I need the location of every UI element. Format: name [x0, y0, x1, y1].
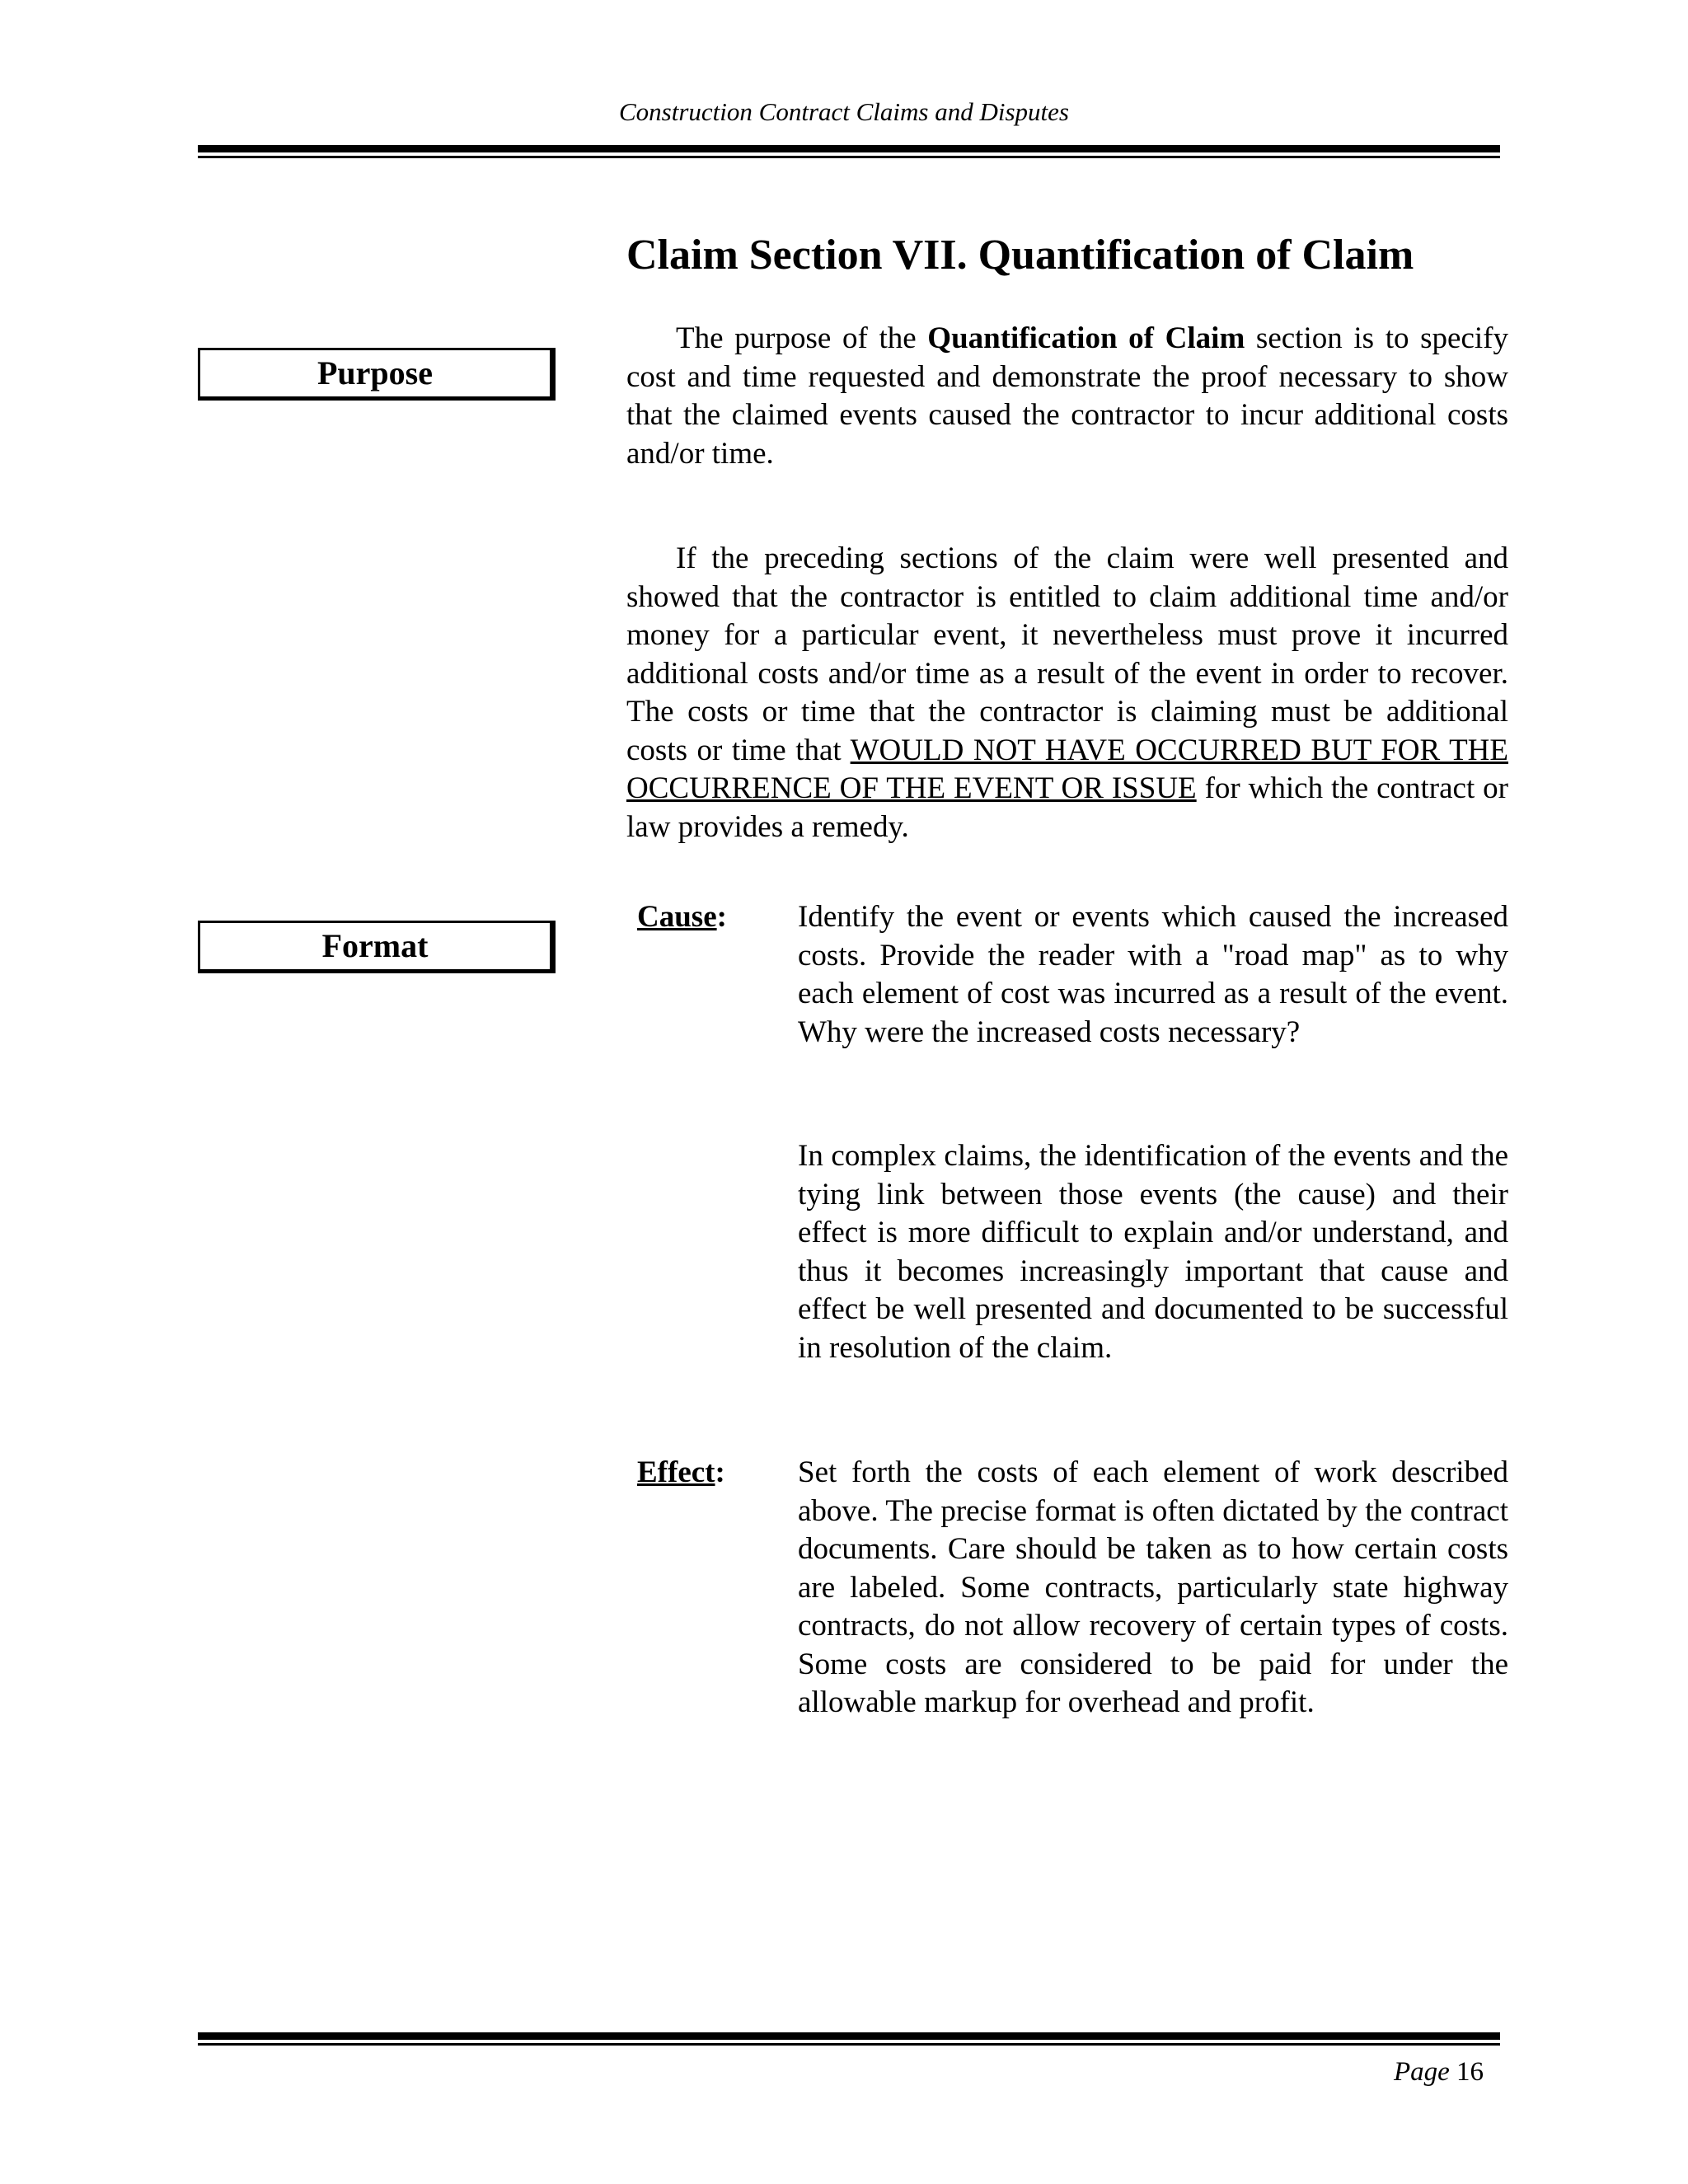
purpose-paragraph — [626, 320, 1508, 473]
section-title: Claim Section VII. Quantification of Claim — [626, 232, 1414, 279]
preceding-text-end: for which the contract or law provides a remedy. — [626, 771, 1508, 844]
footer-rule-thin — [198, 2043, 1500, 2046]
effect-term-label: Effect — [637, 1455, 715, 1489]
purpose-text-start: The purpose of the — [676, 321, 928, 355]
page-number — [1385, 2057, 1484, 2088]
header-rule-thick — [198, 145, 1500, 152]
cause-term — [637, 898, 727, 937]
preceding-text-start: If the preceding sections of the claim were well presented and showed that the contractor is entitled to claim additional time and/or money for a particular event, it nevertheless must prove it incurred additional costs and/or time as a result of the event in order to recover. The costs or time that the contractor is claiming must be additional costs or time that — [626, 541, 1508, 767]
cause-term-label: Cause — [637, 900, 717, 934]
format-side-label: Format — [198, 921, 556, 973]
page-number-value: 16 — [1456, 2057, 1484, 2087]
preceding-paragraph — [626, 540, 1508, 846]
effect-term — [637, 1454, 725, 1493]
purpose-side-label: Purpose — [198, 348, 556, 401]
cause-term-colon: : — [716, 900, 727, 934]
header-rule-thin — [198, 156, 1500, 158]
footer-rule-thick — [198, 2032, 1500, 2040]
cause-definition-1: Identify the event or events which caused the increased costs. Provide the reader with a "road map" as to why each element of cost was incurred as a result of the event. Why were the increased costs necessary? — [798, 900, 1508, 1049]
running-header: Construction Contract Claims and Disputes — [619, 97, 1069, 126]
effect-definition: Set forth the costs of each element of work described above. The precise format is often dictated by the contract documents. Care should be taken as to how certain costs are labeled. Some contracts, particularly state highway contracts, do not allow recovery of certain types of costs. Some costs are considered to be paid for under the allowable markup for overhead and profit. — [798, 1455, 1508, 1719]
preceding-text-underlined: WOULD NOT HAVE OCCURRED BUT FOR THE OCCURRENCE OF THE EVENT OR ISSUE — [626, 733, 1508, 805]
effect-term-colon: : — [715, 1455, 725, 1489]
purpose-text-bold: Quantification of Claim — [927, 321, 1245, 355]
purpose-text-end: section is to specify cost and time requested and demonstrate the proof necessary to show that the claimed events caused the contractor to incur additional costs and/or time. — [626, 321, 1508, 471]
page-number-label: Page — [1393, 2057, 1450, 2087]
cause-definition-2: In complex claims, the identification of the events and the tying link between those events (the cause) and their effect is more difficult to explain and/or understand, and thus it becomes increasingly important that cause and effect be well presented and documented to be successful in resolution of the claim. — [798, 1139, 1508, 1365]
